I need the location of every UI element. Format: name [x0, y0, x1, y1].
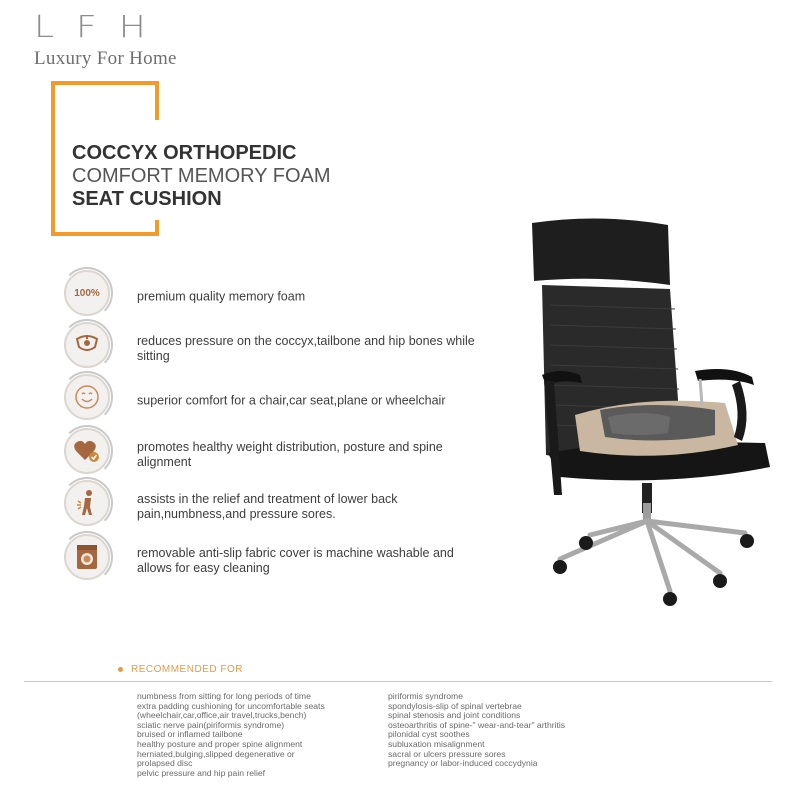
list-item: pregnancy or labor-induced coccydynia [388, 758, 538, 769]
feature-text: reduces pressure on the coccyx,tailbone and hip bones while sitting [137, 334, 475, 363]
list-item: extra padding cushioning for uncomfortable seats [137, 700, 325, 711]
title-line-2: COMFORT MEMORY FOAM [72, 165, 331, 187]
list-item: bruised or inflamed tailbone [137, 729, 243, 740]
heart-check-icon [64, 428, 110, 474]
list-item: pilonidal cyst soothes [388, 729, 470, 740]
list-item: prolapsed disc [137, 758, 193, 769]
list-item: sacral or ulcers pressure sores [388, 748, 506, 759]
feature-item [64, 480, 524, 534]
title-line-1: COCCYX ORTHOPEDIC [72, 142, 297, 164]
recommended-list-left [137, 692, 377, 778]
list-item: subluxation misalignment [388, 738, 485, 749]
list-item: (wheelchair,car,office,air travel,trucks,bench) [137, 710, 307, 721]
feature-text: premium quality memory foam [137, 289, 306, 304]
list-item: osteoarthritis of spine-" wear-and-tear" arthritis [388, 719, 566, 730]
list-item: spondylosis-slip of spinal vertebrae [388, 700, 522, 711]
recommended-label: RECOMMENDED FOR [118, 664, 243, 675]
feature-text: superior comfort for a chair,car seat,plane or wheelchair [137, 393, 446, 408]
product-title [72, 142, 331, 211]
washing-machine-icon [64, 534, 110, 580]
list-item: healthy posture and proper spine alignment [137, 738, 303, 749]
feature-item [64, 428, 524, 482]
bullet-icon [118, 667, 123, 672]
title-line-3: SEAT CUSHION [72, 188, 222, 210]
list-item: pelvic pressure and hip pain relief [137, 767, 266, 778]
badge-100-icon: 100% [64, 270, 110, 316]
list-item: herniated,bulging,slipped degenerative or [137, 748, 295, 759]
feature-item [64, 270, 524, 324]
back-pain-icon [64, 480, 110, 526]
feature-item [64, 374, 524, 428]
brand-mark: LFH [34, 9, 168, 45]
list-item: spinal stenosis and joint conditions [388, 710, 521, 721]
brand-tagline: Luxury For Home [34, 48, 177, 69]
brand-logo [34, 9, 214, 70]
feature-text: promotes healthy weight distribution, posture and spine alignment [137, 440, 443, 469]
list-item: sciatic nerve pain(piriformis syndrome) [137, 719, 285, 730]
pelvis-icon [64, 322, 110, 368]
feature-text: assists in the relief and treatment of lower back pain,numbness,and pressure sores. [137, 492, 398, 521]
list-item: numbness from sitting for long periods of time [137, 691, 311, 701]
divider [24, 681, 772, 682]
feature-item [64, 534, 524, 588]
recommended-list-right [388, 692, 628, 769]
feature-text: removable anti-slip fabric cover is machine washable and allows for easy cleaning [137, 546, 454, 575]
list-item: piriformis syndrome [388, 691, 463, 701]
office-chair-image [520, 205, 790, 615]
feature-item [64, 322, 524, 376]
smile-icon [64, 374, 110, 420]
